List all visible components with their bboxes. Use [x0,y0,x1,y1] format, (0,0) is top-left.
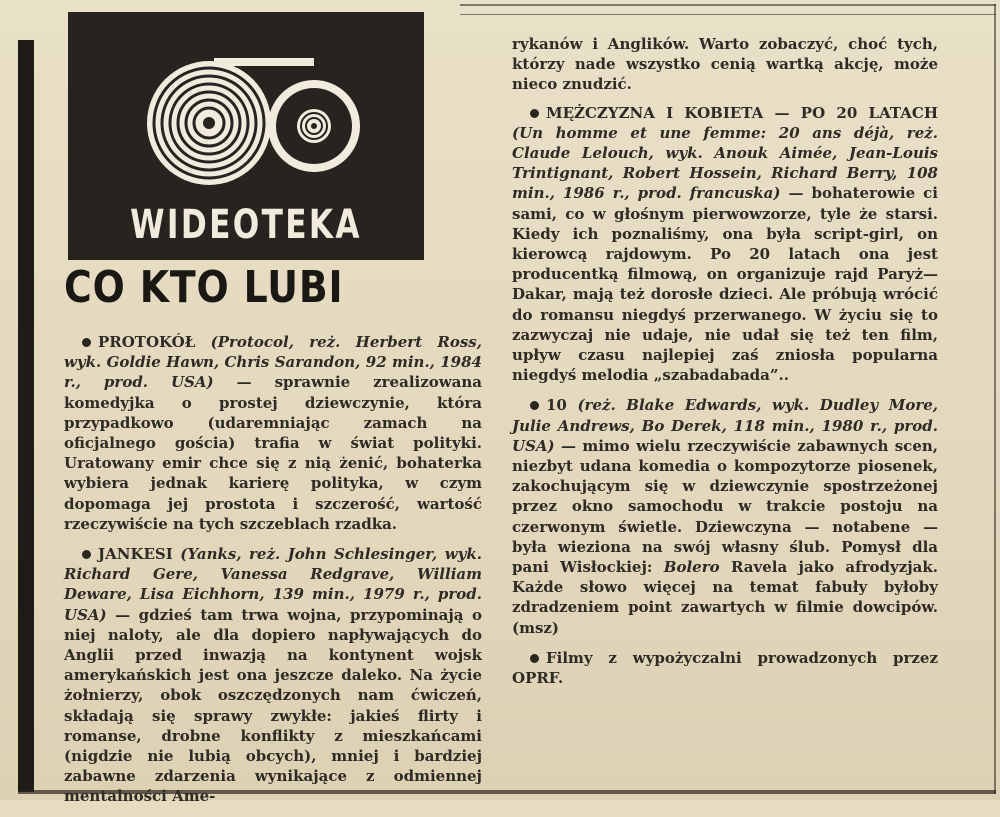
page-headline: CO KTO LUBI [64,262,344,313]
review-body: — bohaterowie ci sami, co w głośnym pierwowzorze, tyle że starsi. Kiedy ich poznaliśmy, ona była script-girl, on kierowcą rajdowym. Po 20 latach ona jest producentką filmową, on organizuje rajd Paryż—Dakar, mają też dorosłe dzieci. Ale próbują wrócić do romansu niegdyś przerwanego. W życiu się to zazwyczaj nie udaje, nie udał się też ten film, upływ czasu najlepiej zaś zniosła popularna niegdyś melodia „szabadabada”.. [512,184,938,385]
author-signature: (msz) [512,618,560,637]
bullet-icon [530,401,539,410]
section-label: WIDEOTEKA [130,202,362,248]
footer-note [512,648,938,688]
review-protokol [64,332,482,534]
review-body: — mimo wielu rzeczywiście zabawnych scen, niezbyt udana komedia o kompozytorze piosenek, zakochującym się w dziewczynie spostrzeżonej przez okno samochodu w trakcie postoju na czerwonym świetle. Dziewczyna — notabene — była wieziona na swój własny ślub. Pomysł dla pani Wisłockiej: [512,436,938,577]
top-rule [460,4,996,15]
bullet-icon [530,654,539,663]
left-column [64,332,482,817]
review-credits: (reż. Blake Edwards, wyk. Dudley More, Julie Andrews, Bo Derek, 118 min., 1980 r., prod. USA) [512,396,938,455]
review-10 [512,395,938,637]
video-cassette-reel-icon [144,58,374,188]
review-jankesi [64,544,482,807]
bullet-icon [82,338,91,347]
left-vertical-bar [18,40,34,792]
review-title: JANKESI [98,545,173,564]
bullet-icon [82,550,91,559]
right-rule [994,4,996,794]
review-jankesi-continuation: rykanów i Anglików. Warto zobaczyć, choć tych, którzy nade wszystko cenią wartką akcję, może nieco znudzić. [512,35,938,94]
bullet-icon [530,109,539,118]
review-credits: (Yanks, reż. John Schlesinger, wyk. Richard Gere, Vanessa Redgrave, William Deware, Lisa Eichhorn, 139 min., 1979 r., prod. USA) [64,545,482,624]
review-title: PROTOKÓŁ [98,333,196,351]
review-mezczyzna-i-kobieta [512,103,938,386]
review-title: MĘŻCZYZNA I KOBIETA — PO 20 LATACH [546,103,938,122]
review-title: 10 [546,396,567,415]
footer-note-text: Filmy z wypożyczalni prowadzonych przez OPRF. [512,648,938,688]
review-body-end: Ravela jako afrodyzjak. Każde słowo więcej na temat fabuły byłoby zdradzeniem point zawartych w filmie dowcipów. [512,558,938,617]
section-logo [68,12,424,260]
review-body-italic: Bolero [663,558,720,577]
review-credits: (Protocol, reż. Herbert Ross, wyk. Goldie Hawn, Chris Sarandon, 92 min., 1984 r., prod. USA) [64,333,482,392]
review-credits: (Un homme et une femme: 20 ans déjà, reż. Claude Lelouch, wyk. Anouk Aimée, Jean-Louis Trintignant, Robert Hossein, Richard Berry, 108 min., 1986 r., prod. francuska) [512,123,938,203]
review-body: — sprawnie zrealizowana komedyjka o prostej dziewczynie, która przypadkowo (udaremniając zamach na oficjalnego gościa) trafia w świat polityki. Uratowany emir chce się z nią żenić, bohaterka wybiera jednak karierę polityka, w czym dopomaga jej prostota i szczerość, wartość rzeczywiście na tych szczeblach rzadka. [64,373,482,533]
review-body: — gdzieś tam trwa wojna, przypominają o niej naloty, ale dla dopiero napływających do Anglii przed inwazją na kontynent wojsk amerykańskich jest ona jeszcze daleko. Na życie żołnierzy, obok oszczędzonych nam ćwiczeń, składają się sprawy zwykłe: jakieś flirty i romanse, drobne konflikty z mieszkańcami (nigdzie nie lubią obcych), mniej i bardziej zabawne zdarzenia wynikające z odmiennej mentalności Ame- [64,605,482,806]
right-column [512,34,938,698]
